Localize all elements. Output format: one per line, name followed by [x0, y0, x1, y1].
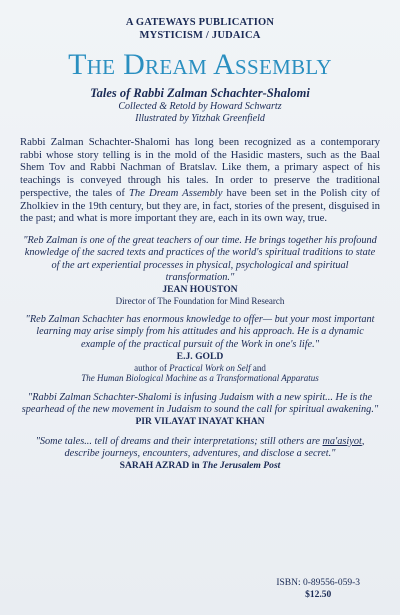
quote-affiliation: Director of The Foundation for Mind Research: [115, 295, 285, 306]
book-subtitle: Tales of Rabbi Zalman Schachter-Shalomi: [90, 86, 310, 100]
affiliation-prefix: author of: [134, 362, 170, 373]
description-paragraph: [20, 136, 380, 225]
testimonial-quote: [20, 235, 380, 306]
description-text: have been set in the Polish city of Zholkiev in the 19th century, but they are, in fact, stories of the present, disguised in the past; and what is more important they are, each in its own way, true.: [20, 186, 380, 225]
quote-affiliation: [20, 373, 380, 384]
quote-term: ma'asiyot: [322, 435, 362, 447]
quote-author: PIR VILAYAT INAYAT KHAN: [135, 416, 265, 428]
quote-text-part: "Some tales... tell of dreams and their interpretations; still others are: [35, 435, 323, 447]
book-title: The Dream Assembly: [68, 48, 332, 81]
isbn-price-block: [276, 578, 360, 601]
publisher-line: A GATEWAYS PUBLICATION: [125, 17, 275, 28]
description-text: Rabbi Zalman Schachter-Shalomi has long been recognized as a contemporary rabbi whose story telling is in the mold of the Hasidic masters, such as the Baal Shem Tov and Rabbi Nachman of Bratslav. Like them, a primary aspect of his teachings is conveyed through his tales. In order to preserve the traditional perspective, the tales of: [20, 136, 380, 199]
credits: [20, 101, 380, 125]
illustrator-credit: Illustrated by Yitzhak Greenfield: [135, 113, 265, 124]
quote-author: E.J. GOLD: [176, 351, 224, 362]
testimonial-quote: [20, 314, 380, 383]
author-credit: Collected & Retold by Howard Schwartz: [118, 101, 282, 112]
quote-affiliation: [20, 363, 380, 374]
affiliation-book: Practical Work on Self: [169, 362, 251, 373]
testimonial-quote: [20, 392, 380, 428]
quote-author: JEAN HOUSTON: [162, 284, 238, 296]
quote-text: "Reb Zalman is one of the great teachers of our time. He brings together his profound knowledge of the sacred texts and practices of the world's spiritual traditions to state of the art experiential processes in physical, psychological and spiritual transformation.": [23, 234, 377, 283]
quote-text-part: , describe journeys, encounters, adventures, and disclose a secret.": [64, 435, 365, 459]
description-book-title: The Dream Assembly: [128, 186, 223, 199]
isbn: ISBN: 0-89556-059-3: [276, 578, 360, 588]
affiliation-and: and: [250, 362, 266, 373]
author-name: SARAH AZRAD in: [119, 460, 202, 472]
quote-text: "Rabbi Zalman Schachter-Shalomi is infusing Judaism with a new spirit... He is the spearhead of the new movement in Judaism to sound the call for spiritual awakening.": [21, 391, 379, 415]
quote-text: [20, 436, 380, 461]
author-publication: The Jerusalem Post: [202, 460, 281, 472]
price: $12.50: [305, 589, 332, 600]
quote-text: "Reb Zalman Schachter has enormous knowledge to offer— but your most important learning may arise simply from his attitudes and his approach. He is a dynamic example of the practical pursuit of the Work in one's life.": [25, 314, 375, 350]
category-line: MYSTICISM / JUDAICA: [139, 30, 261, 41]
quote-author: [20, 460, 380, 472]
publisher-header: [20, 16, 380, 42]
testimonial-quote: [20, 436, 380, 472]
affiliation-book: The Human Biological Machine as a Transformational Apparatus: [81, 373, 319, 383]
